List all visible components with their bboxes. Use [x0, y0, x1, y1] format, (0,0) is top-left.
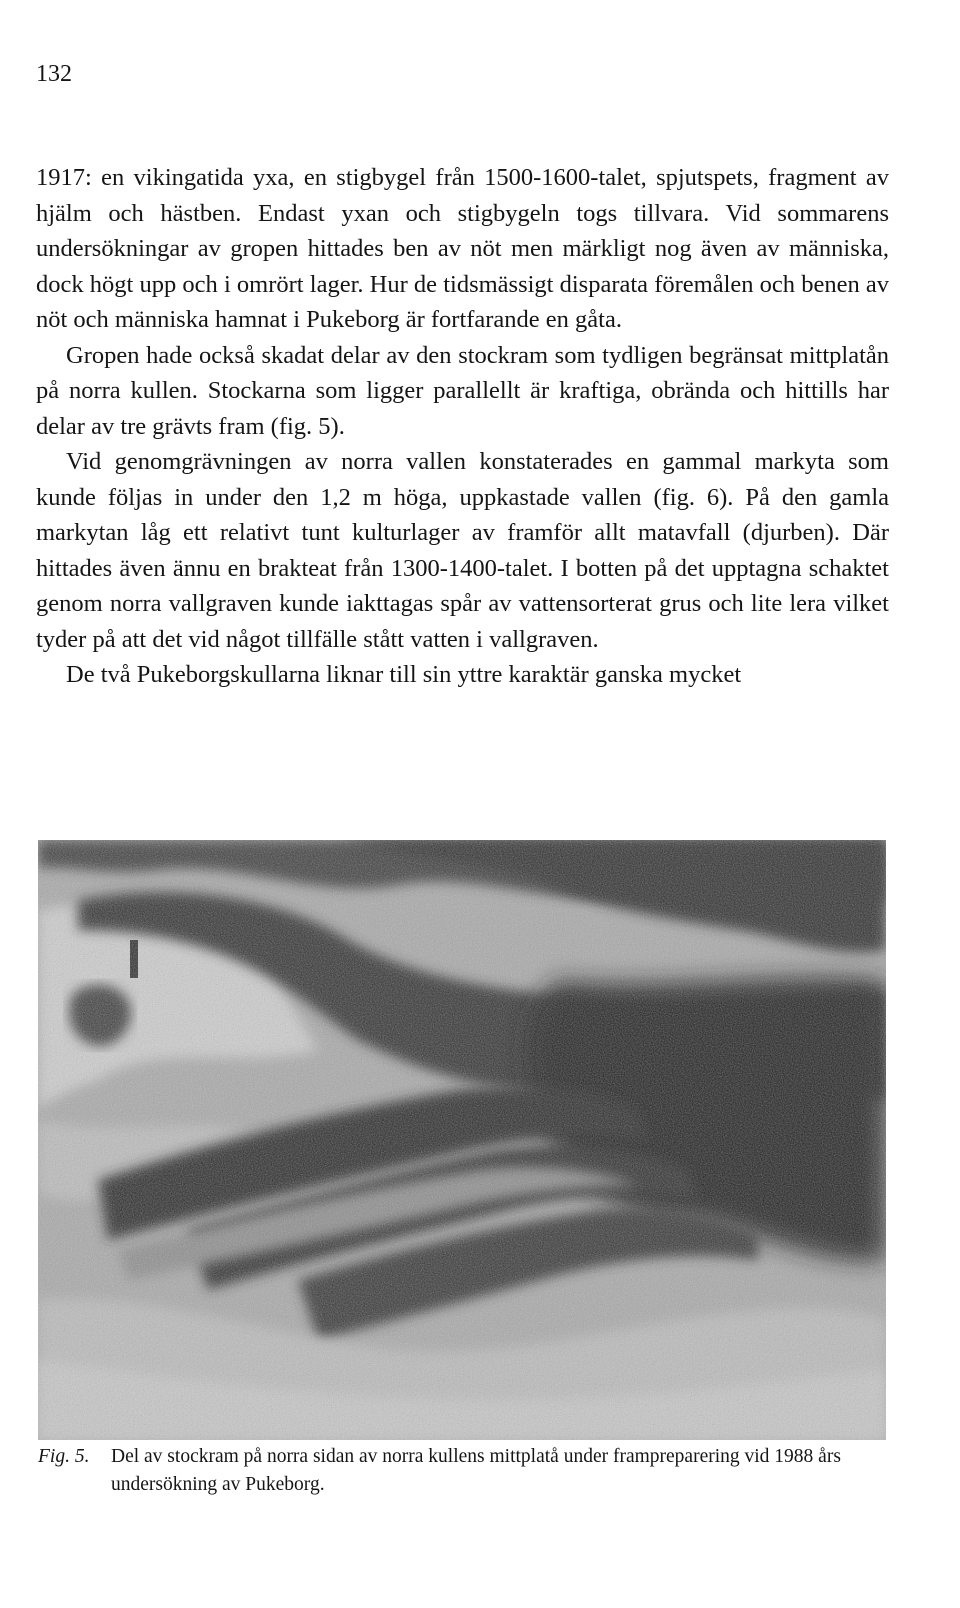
figure-caption-text: Del av stockram på norra sidan av norra kullens mittplatå under frampreparering vid 1988 års undersökning av Pukeborg. — [111, 1446, 841, 1495]
paragraph: Gropen hade också skadat delar av den stockram som tydligen begränsat mittplatån på norra kullen. Stockarna som ligger parallellt är kraftiga, obrända och hittills har delar av tre grävts fram (fig. 5). — [36, 341, 889, 440]
excavation-photo — [38, 840, 886, 1440]
figure-label: Fig. 5. — [38, 1446, 90, 1467]
paragraph: Vid genomgrävningen av norra vallen konstaterades en gammal markyta som kunde följas in under den 1,2 m höga, uppkastade vallen (fig. 6). På den gamla markytan låg ett relativt tunt kulturlager av framför allt matavfall (djurben). Där hittades även ännu en brakteat från 1300-1400-talet. I botten på det upptagna schaktet genom norra vallgraven kunde iakttagas spår av vattensorterat grus och lite lera vilket tyder på att det vid något tillfälle stått vatten i vallgraven. — [36, 448, 889, 653]
body-text — [36, 160, 889, 693]
paragraph: De två Pukeborgskullarna liknar till sin yttre karaktär ganska mycket — [66, 661, 742, 688]
page-number: 132 — [36, 61, 72, 87]
paragraph: 1917: en vikingatida yxa, en stigbygel från 1500-1600-talet, spjutspets, fragment av hjälm och hästben. Endast yxan och stigbygeln togs tillvara. Vid sommarens undersökningar av gropen hittades ben av nöt men märkligt nog även av människa, dock högt upp och i omrört lager. Hur de tidsmässigt disparata föremålen och benen av nöt och människa hamnat i Pukeborg är fortfarande en gåta. — [36, 164, 889, 333]
